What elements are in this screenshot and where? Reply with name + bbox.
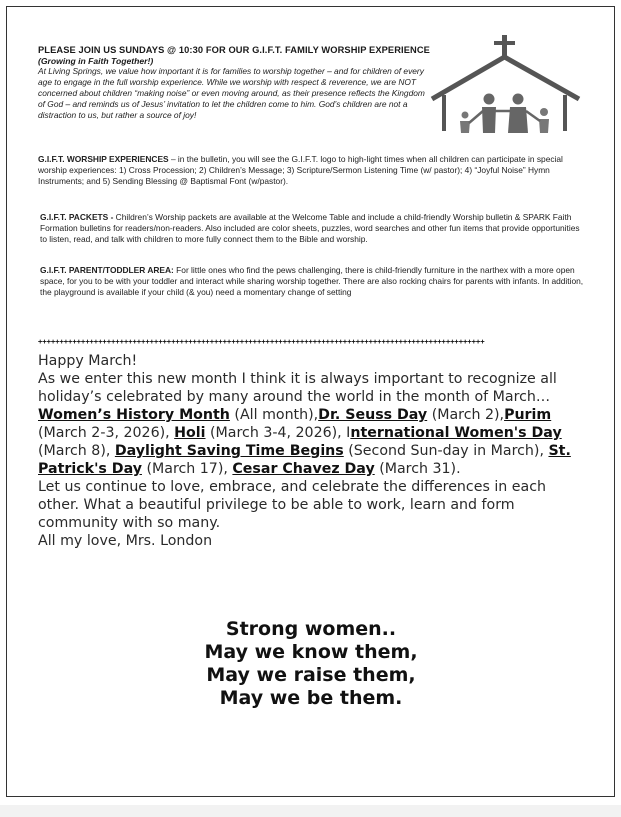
section-toddler-area xyxy=(40,265,588,298)
holiday-seuss: Dr. Seuss Day xyxy=(318,407,428,423)
holiday-note: (March 2), xyxy=(427,407,505,423)
section-text: For little ones who find the pews challenging, there is child-friendly furniture in the narthex with a more open space, for you to be with your toddler and interact while sharing worship together. There are also rocking chairs for parents with infants. In addition, the playground is available if your child (& you) need a momentary change of setting xyxy=(40,265,584,297)
holiday-note: (Second Sun-day in March), xyxy=(343,443,549,459)
letter-signoff: All my love, Mrs. London xyxy=(38,533,213,549)
intro-title: PLEASE JOIN US SUNDAYS @ 10:30 FOR OUR G.I.F.T. FAMILY WORSHIP EXPERIENCE xyxy=(38,45,430,55)
holiday-holi: Holi xyxy=(174,425,206,441)
holiday-note: (March 8), xyxy=(38,443,115,459)
section-packets xyxy=(40,212,588,245)
plus-divider: ++++++++++++++++++++++++++++++++++++++++++++++++++++++++++++++++++++++++++++++++++++++++++++++++++++++++ xyxy=(38,337,485,346)
holiday-womens-history: Women’s History Month xyxy=(38,407,230,423)
poem-line: May we raise them, xyxy=(206,664,416,686)
section-heading: G.I.F.T. WORSHIP EXPERIENCES xyxy=(38,154,169,164)
letter-closing: Let us continue to love, embrace, and celebrate the differences in each other. What a beautiful privilege to be able to work, learn and form community with so many. xyxy=(38,479,547,531)
church-family-icon xyxy=(428,35,583,135)
section-text: Children’s Worship packets are available at the Welcome Table and include a child-friendly Worship bulletin & SPARK Faith Formation bulletins for readers/non-readers. Also included are color sheets, puzzles, word searches and other fun items that provide opportunities to listen, read, and talk with children to more fully connect them to the Bible and worship. xyxy=(40,212,580,244)
intro-block xyxy=(38,45,428,121)
section-heading: G.I.F.T. PARENT/TODDLER AREA: xyxy=(40,265,174,275)
letter-greeting: Happy March! xyxy=(38,353,138,369)
holiday-purim: Purim xyxy=(504,407,552,423)
poem-line: May we be them. xyxy=(219,687,403,709)
holiday-note: (March 31). xyxy=(374,461,461,477)
section-heading: G.I.F.T. PACKETS - xyxy=(40,212,114,222)
holiday-note: (March 2-3, 2026), xyxy=(38,425,175,441)
holiday-note: (March 17), xyxy=(141,461,233,477)
march-letter xyxy=(38,352,590,550)
holiday-intl-womens: nternational Women's Day xyxy=(350,425,562,441)
poem-line: May we know them, xyxy=(204,641,418,663)
holiday-cesar-chavez: Cesar Chavez Day xyxy=(232,461,375,477)
intro-body: At Living Springs, we value how important it is for families to worship together – and for children of every age to engage in the full worship experience. While we worship with respect & reverence, we are NOT concerned about children “making noise” or even moving around, as their presence reflects the Kingdom of God – and reminds us of Jesus’ invitation to let the children come to him. God’s children are not a distraction to us, but rather a source of joy! xyxy=(38,66,425,120)
holiday-note: (March 3-4, 2026), I xyxy=(205,425,351,441)
section-text: – in the bulletin, you will see the G.I.F.T. logo to high-light times when all children can participate in special worship experiences: 1) Cross Procession; 2) Children’s Message; 3) Scripture/Sermon Listening Time (w/ pastor); 4) “Joyful Noise” Hymn Instruments; and 5) Sending Blessing @ Baptismal Font (w/pastor). xyxy=(38,154,563,186)
holiday-dst: Daylight Saving Time Begins xyxy=(114,443,344,459)
poem-line: Strong women.. xyxy=(225,618,397,640)
holiday-list xyxy=(38,406,590,478)
holiday-st-patrick: St. Patrick's Day xyxy=(38,443,571,477)
holiday-note: (All month), xyxy=(229,407,319,423)
bottom-strip xyxy=(0,805,621,817)
letter-intro: As we enter this new month I think it is always important to recognize all holiday’s celebrated by many around the world in the month of March… xyxy=(38,371,557,405)
section-worship-experiences xyxy=(38,154,586,187)
poem xyxy=(100,618,522,710)
intro-subtitle: (Growing in Faith Together!) xyxy=(38,56,154,66)
